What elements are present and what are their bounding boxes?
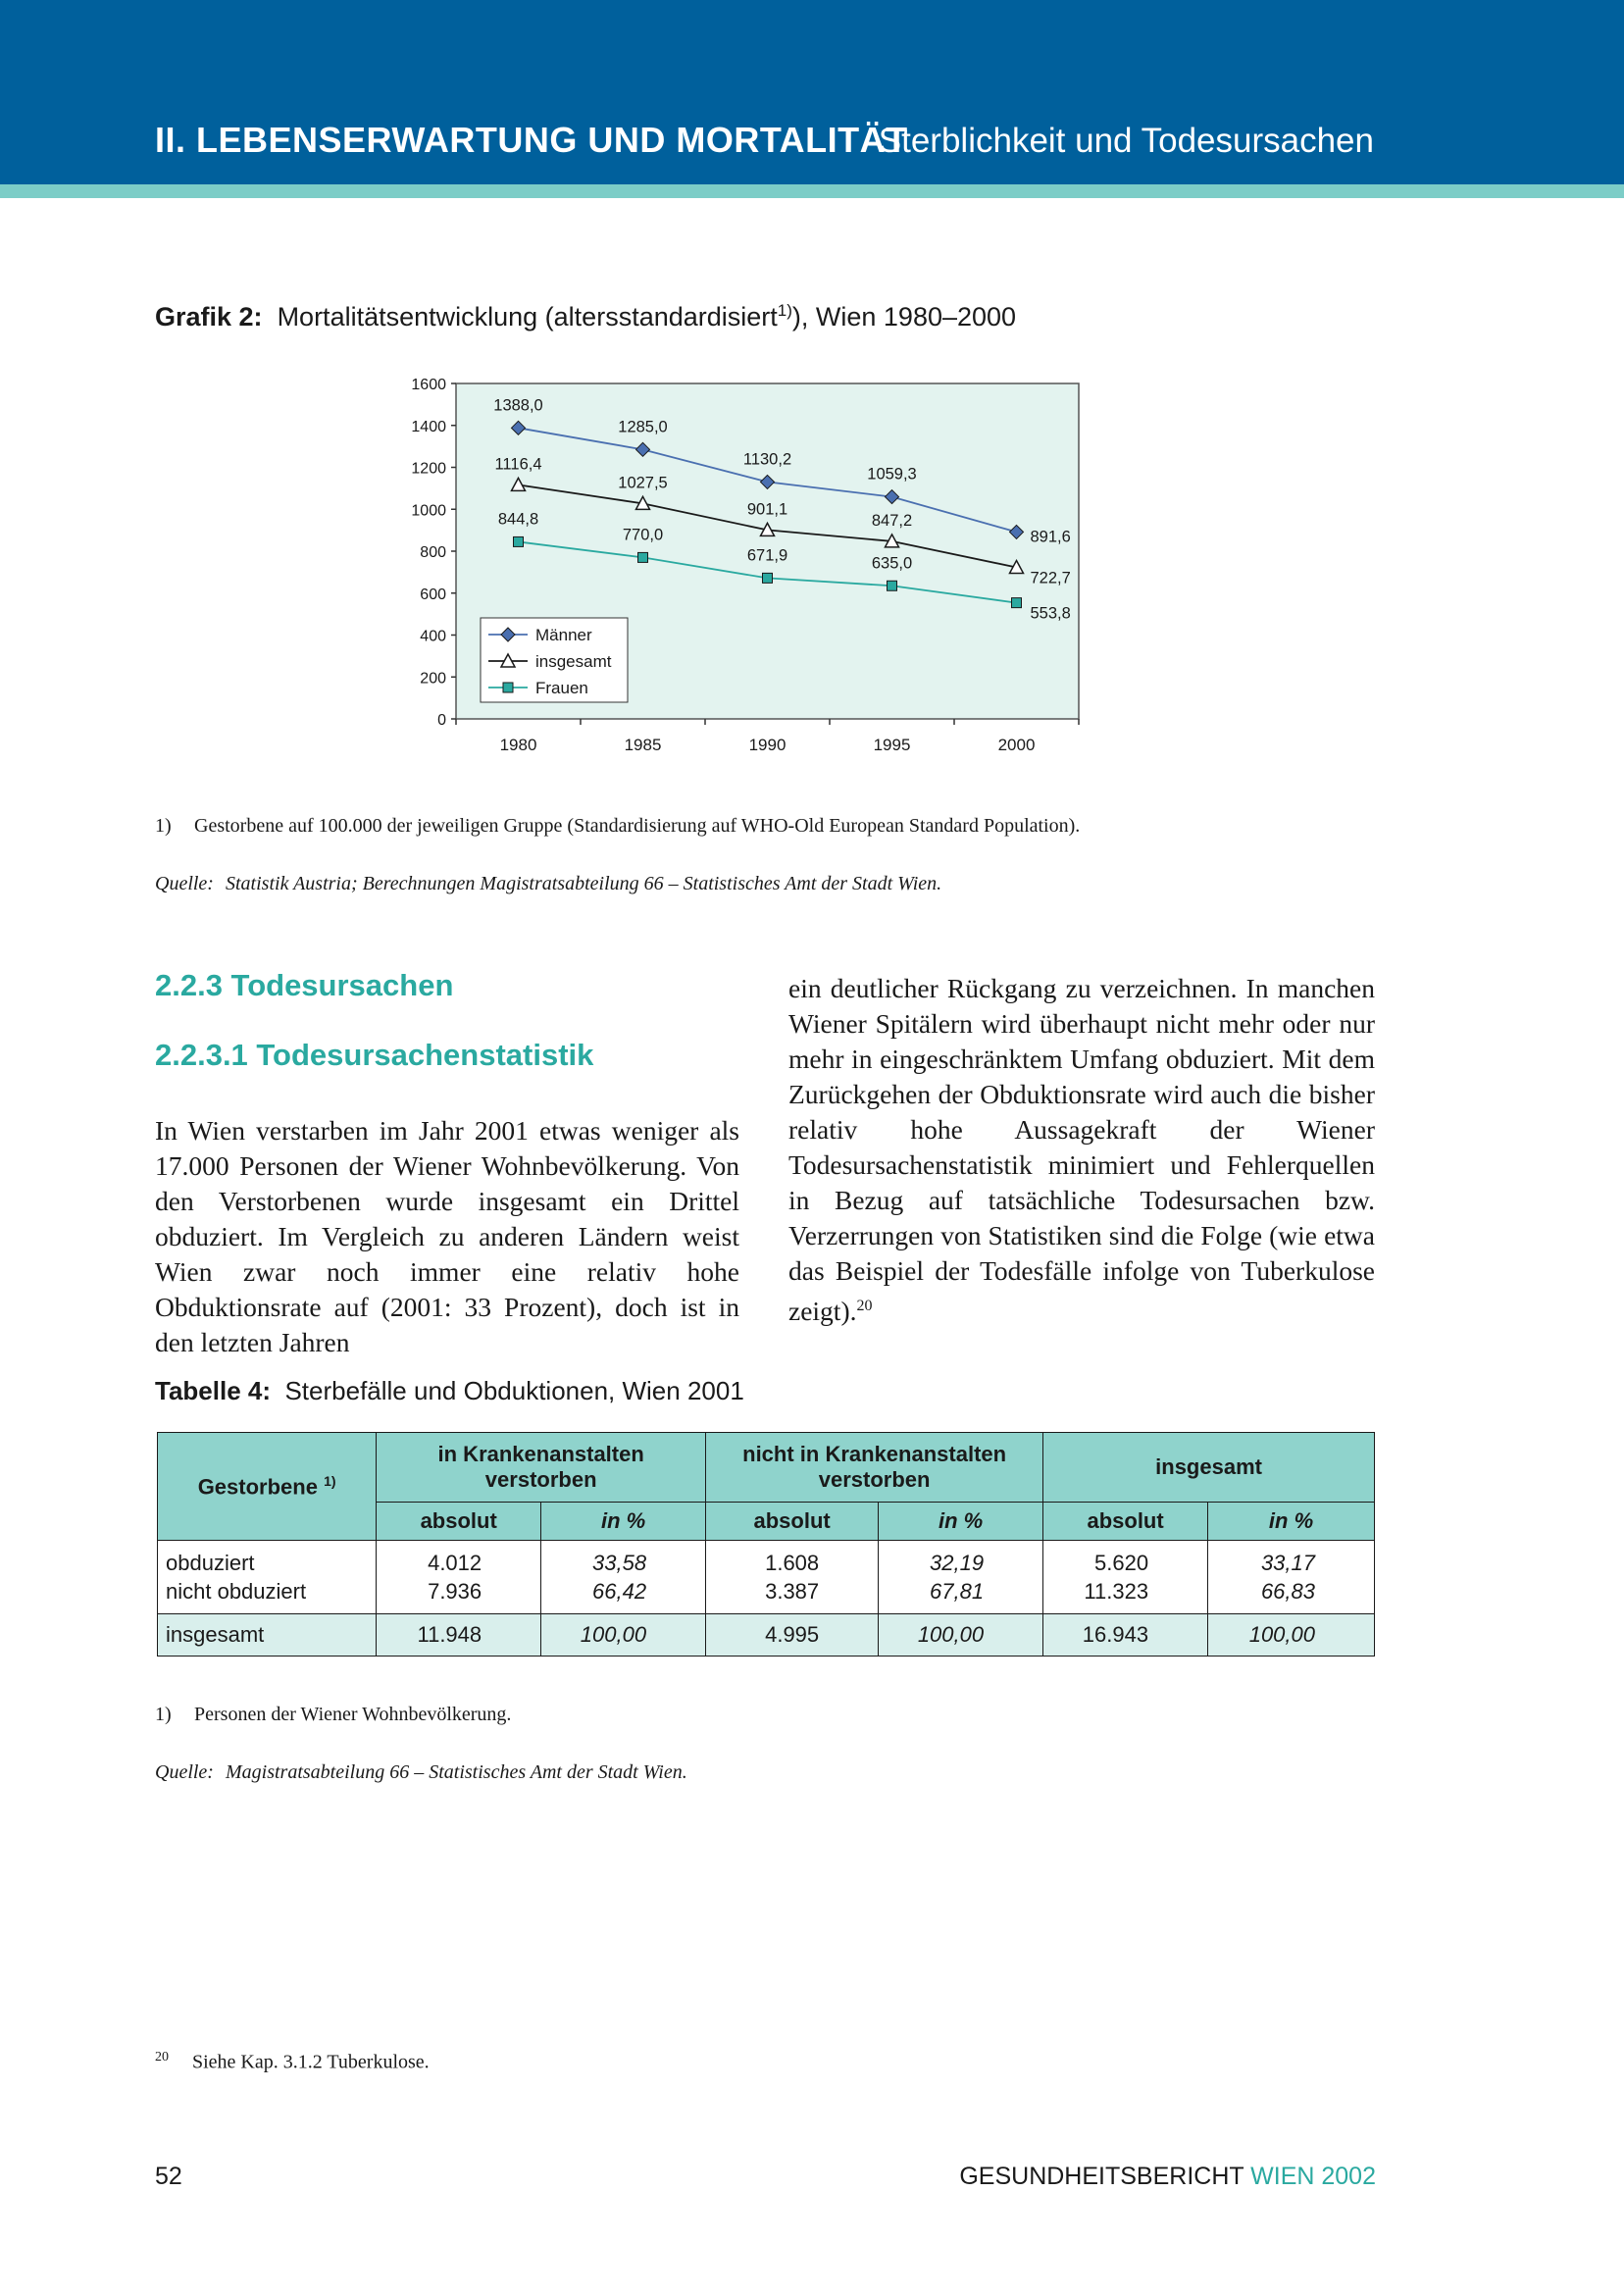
subheader-absolut: absolut — [706, 1503, 879, 1541]
data-label: 1388,0 — [493, 396, 543, 415]
data-point — [638, 552, 648, 562]
data-label: 901,1 — [746, 500, 788, 519]
table-title: Sterbefälle und Obduktionen, Wien 2001 — [284, 1376, 744, 1405]
cell-value: 11.323 — [1084, 1579, 1149, 1604]
subheader-absolut: absolut — [377, 1503, 541, 1541]
y-tick-label: 1400 — [411, 418, 446, 435]
page-footnote-number: 20 — [155, 2050, 169, 2065]
legend-label: insgesamt — [535, 652, 612, 671]
footer-report-title — [959, 2163, 1376, 2191]
subheader-absolut: absolut — [1043, 1503, 1208, 1541]
subsection-title: Sterblichkeit und Todesursachen — [878, 122, 1374, 160]
figure-label: Grafik 2: — [155, 302, 263, 331]
body-column-right-text: ein deutlicher Rückgang zu verzeichnen. In manchen Wiener Spitälern wird überhaupt nicht mehr oder nur mehr in eingeschränktem Umfang obduziert. Mit dem Zurückgehen der Obduktionsrate wird auch die bisher relativ hohe Aussagekraft der Wiener Todesursachenstatistik minimiert und Fehlerquellen in Bezug auf tatsächliche Todesursachen bzw. Verzerrungen von Statistiken sind die Folge (wie etwa das Beispiel der Todesfälle infolge von Tuberkulose zeigt). — [788, 973, 1375, 1327]
total-cell: 100,00 — [1208, 1614, 1375, 1657]
total-cell: 4.995 — [706, 1614, 879, 1657]
page-footnote-text: Siehe Kap. 3.1.2 Tuberkulose. — [192, 2051, 430, 2073]
table-source — [155, 1761, 687, 1784]
x-tick-label: 2000 — [997, 736, 1036, 754]
row-header-sup: 1) — [324, 1472, 336, 1489]
figure-caption — [155, 301, 1016, 332]
section-title: II. LEBENSERWARTUNG UND MORTALITÄT — [155, 120, 908, 160]
x-tick-label: 1995 — [873, 736, 911, 754]
data-point — [763, 573, 773, 583]
total-cell: 16.943 — [1043, 1614, 1208, 1657]
y-tick-label: 400 — [420, 628, 446, 645]
y-tick-label: 200 — [420, 670, 446, 688]
figure-title-sup: 1) — [777, 301, 792, 320]
data-point — [1012, 598, 1022, 608]
y-tick-label: 600 — [420, 586, 446, 603]
row-header-cell — [158, 1433, 377, 1541]
table-cell — [879, 1541, 1043, 1614]
data-label: 635,0 — [871, 554, 913, 573]
body-column-right — [788, 971, 1375, 1329]
footer-report: GESUNDHEITSBERICHT — [959, 2163, 1244, 2190]
y-tick-label: 800 — [420, 544, 446, 561]
y-tick-label: 1600 — [411, 377, 446, 393]
data-label: 844,8 — [497, 510, 539, 529]
data-label: 671,9 — [746, 546, 788, 565]
footnote-ref-20[interactable]: 20 — [856, 1298, 873, 1314]
deaths-autopsies-table — [157, 1432, 1375, 1657]
cell-value: 66,42 — [592, 1579, 647, 1604]
row-label: obduziert — [166, 1551, 255, 1575]
total-cell: 100,00 — [879, 1614, 1043, 1657]
row-labels-cell — [158, 1541, 377, 1614]
table-cell — [541, 1541, 706, 1614]
table-cell — [1208, 1541, 1375, 1614]
total-row-label: insgesamt — [158, 1614, 377, 1657]
subheader-percent: in % — [1208, 1503, 1375, 1541]
cell-value: 66,83 — [1260, 1579, 1315, 1604]
table-source-label: Quelle: — [155, 1761, 214, 1783]
data-label: 1285,0 — [618, 418, 668, 436]
table-footnote-text: Personen der Wiener Wohnbevölkerung. — [194, 1704, 512, 1725]
data-label: 722,7 — [1030, 569, 1071, 587]
figure-footnote-number: 1) — [155, 815, 172, 837]
table-footnote-number: 1) — [155, 1704, 172, 1725]
body-column-left: In Wien verstarben im Jahr 2001 etwas weniger als 17.000 Personen der Wiener Wohnbevölkerung. Von den Verstorbenen wurde insgesamt ein Drittel obduziert. Im Vergleich zu anderen Ländern weist Wien zwar noch immer eine relativ hohe Obduktionsrate auf (2001: 33 Prozent), doch ist in den letzten Jahren — [155, 1115, 739, 1357]
group-header-in-hospital: in Krankenanstalten verstorben — [377, 1433, 706, 1503]
figure-source — [155, 873, 941, 895]
group-header-total: insgesamt — [1043, 1433, 1375, 1503]
table-cell — [706, 1541, 879, 1614]
cell-value: 1.608 — [765, 1551, 820, 1575]
row-header-label: Gestorbene — [197, 1474, 318, 1500]
data-label: 1130,2 — [742, 450, 792, 469]
figure-footnote-text: Gestorbene auf 100.000 der jeweiligen Gruppe (Standardisierung auf WHO-Old European Standard Population). — [194, 815, 1081, 837]
data-point — [514, 536, 524, 546]
table-source-text: Magistratsabteilung 66 – Statistisches Amt der Stadt Wien. — [226, 1761, 687, 1783]
y-tick-label: 1200 — [411, 460, 446, 478]
legend-label: Frauen — [535, 679, 588, 697]
total-cell: 100,00 — [541, 1614, 706, 1657]
data-point — [888, 581, 897, 590]
cell-value: 33,17 — [1260, 1551, 1315, 1575]
cell-value: 67,81 — [930, 1579, 985, 1604]
row-label: nicht obduziert — [166, 1579, 307, 1604]
data-label: 1116,4 — [494, 455, 542, 474]
subheader-percent: in % — [541, 1503, 706, 1541]
x-tick-label: 1980 — [499, 736, 537, 754]
mortality-line-chart — [392, 368, 1098, 765]
x-tick-label: 1990 — [748, 736, 787, 754]
figure-title-post: ), Wien 1980–2000 — [791, 302, 1017, 331]
figure-source-text: Statistik Austria; Berechnungen Magistratsabteilung 66 – Statistisches Amt der Stadt Wien. — [226, 873, 942, 894]
table-label: Tabelle 4: — [155, 1376, 272, 1405]
page-number: 52 — [155, 2163, 182, 2190]
page-footnote — [155, 2050, 430, 2074]
data-label: 891,6 — [1030, 528, 1071, 546]
subheader-percent: in % — [879, 1503, 1043, 1541]
cell-value: 4.012 — [428, 1551, 482, 1575]
y-tick-label: 1000 — [411, 502, 446, 520]
figure-footnote — [155, 815, 1080, 838]
table-footnote — [155, 1704, 511, 1726]
heading-todesursachenstatistik: 2.2.3.1 Todesursachenstatistik — [155, 1038, 594, 1072]
cell-value: 5.620 — [1094, 1551, 1149, 1575]
data-label: 770,0 — [622, 526, 664, 544]
table-caption — [155, 1376, 744, 1406]
footer-report-city: WIEN 2002 — [1250, 2163, 1376, 2190]
header-stripe — [0, 184, 1624, 198]
data-label: 553,8 — [1030, 604, 1071, 623]
figure-source-label: Quelle: — [155, 873, 214, 894]
table-cell — [1043, 1541, 1208, 1614]
cell-value: 3.387 — [765, 1579, 820, 1604]
cell-value: 7.936 — [428, 1579, 482, 1604]
cell-value: 33,58 — [592, 1551, 647, 1575]
x-tick-label: 1985 — [624, 736, 662, 754]
heading-todesursachen: 2.2.3 Todesursachen — [155, 968, 454, 1002]
data-label: 1059,3 — [867, 465, 917, 484]
legend-label: Männer — [535, 626, 592, 644]
data-label: 1027,5 — [618, 474, 668, 492]
total-cell: 11.948 — [377, 1614, 541, 1657]
y-tick-label: 0 — [437, 712, 446, 729]
cell-value: 32,19 — [930, 1551, 985, 1575]
figure-title-pre: Mortalitätsentwicklung (altersstandardisiert — [277, 302, 778, 331]
group-header-not-in-hospital: nicht in Krankenanstalten verstorben — [706, 1433, 1043, 1503]
table-cell — [377, 1541, 541, 1614]
legend-marker — [503, 683, 513, 692]
data-label: 847,2 — [871, 511, 913, 530]
